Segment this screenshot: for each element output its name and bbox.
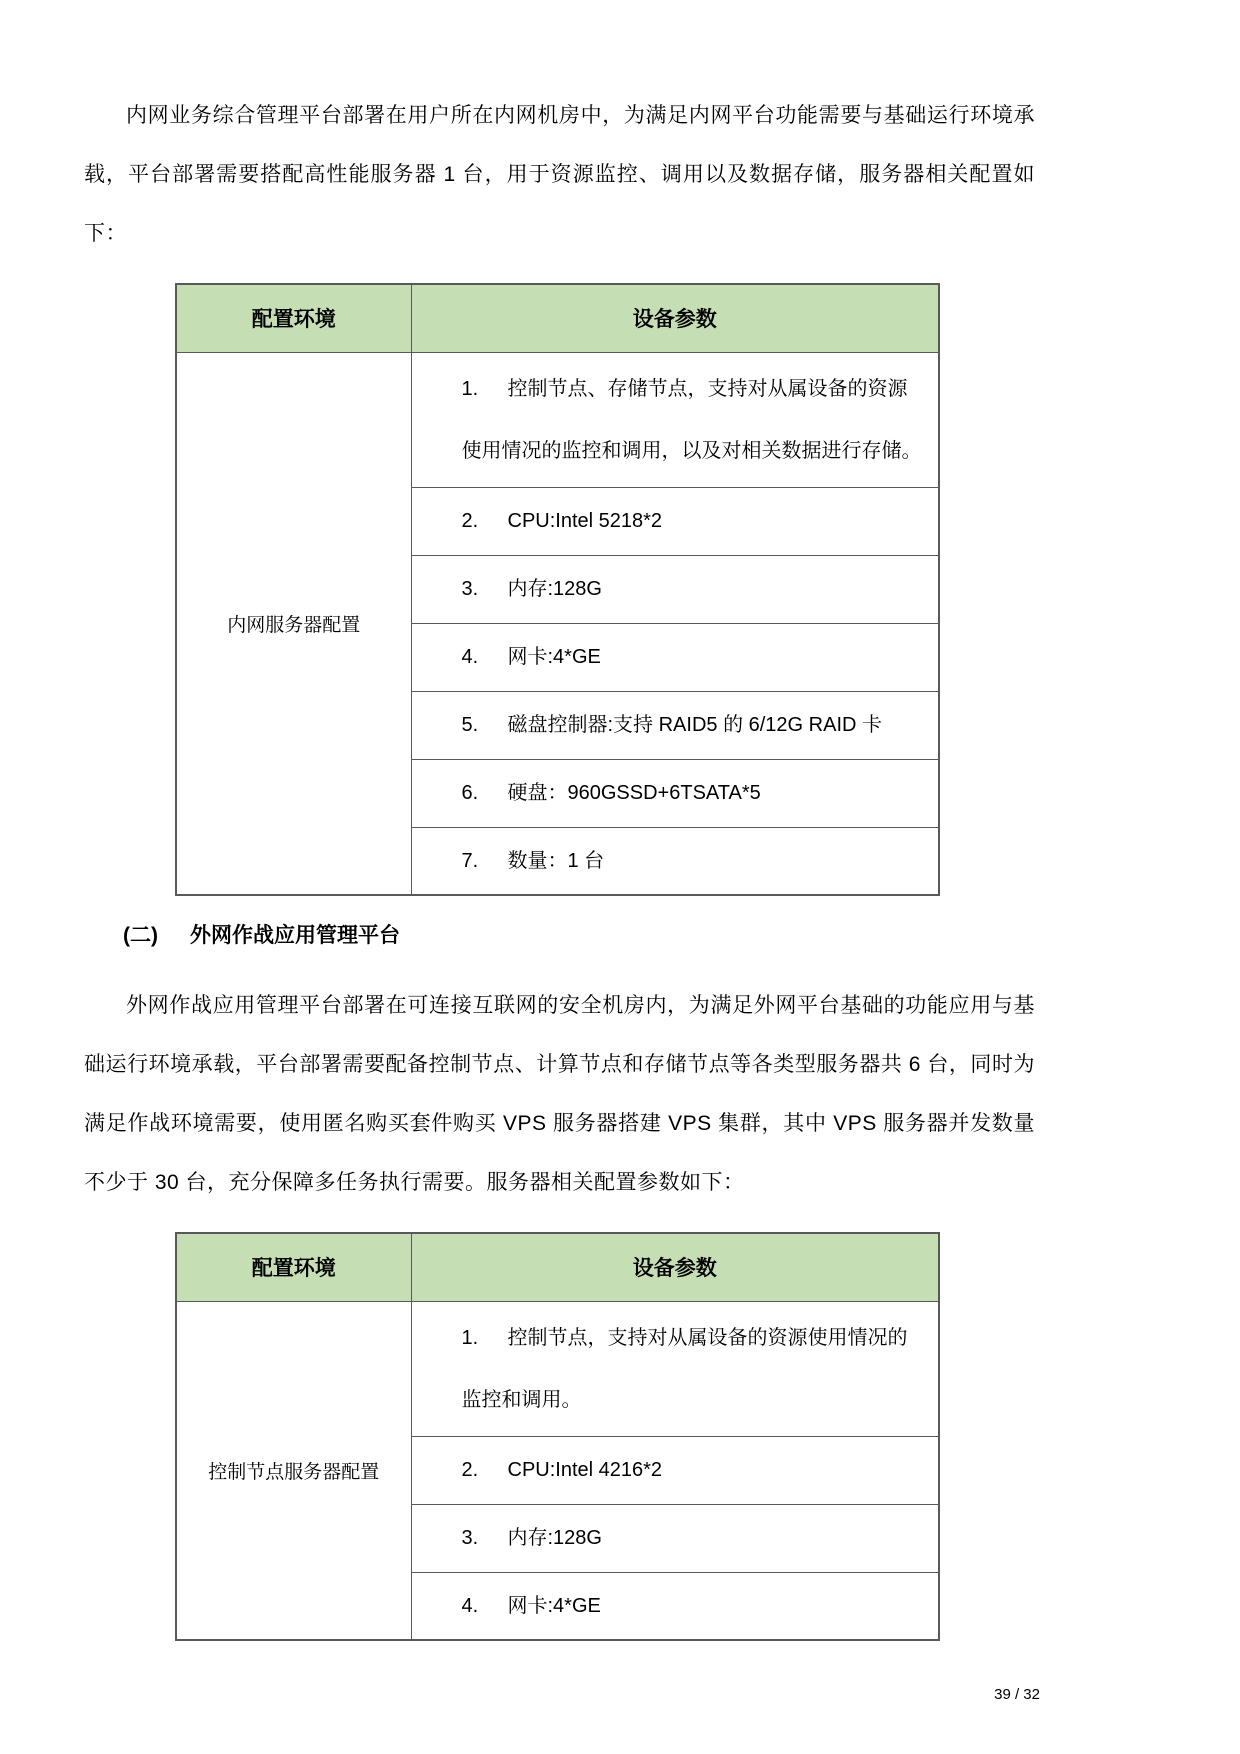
item-cell — [411, 691, 939, 759]
item-number: 1. — [461, 377, 479, 400]
item-number: 3. — [461, 578, 479, 600]
item-number: 4. — [461, 646, 479, 668]
item-cell — [411, 1572, 939, 1640]
column-header-device-params: 设备参数 — [411, 284, 939, 352]
row-label-cell: 内网服务器配置 — [176, 352, 411, 895]
item-number: 6. — [461, 782, 479, 804]
item-number: 2. — [461, 510, 479, 532]
item-number: 7. — [461, 849, 479, 872]
item-cell — [411, 827, 939, 895]
table-header-row — [176, 284, 939, 352]
item-cell — [411, 1436, 939, 1504]
item-text: 数量：1 台 — [507, 849, 605, 872]
control-node-server-config-table — [175, 1232, 940, 1641]
section-heading — [84, 922, 1035, 950]
item-text: 控制节点，支持对从属设备的资源使用情况的监控和调用。 — [461, 1326, 908, 1411]
item-text: 内存:128G — [507, 1527, 602, 1549]
page-number-footer: 39 / 32 — [994, 1686, 1040, 1703]
item-cell — [411, 555, 939, 623]
item-text: CPU:Intel 4216*2 — [507, 1459, 663, 1481]
item-number: 5. — [461, 714, 479, 736]
item-number: 3. — [461, 1527, 479, 1549]
item-number: 4. — [461, 1594, 479, 1617]
internal-server-config-table — [175, 283, 940, 896]
column-header-config-env: 配置环境 — [176, 1233, 411, 1301]
table-row — [176, 352, 939, 487]
item-number: 2. — [461, 1459, 479, 1481]
item-text: 网卡:4*GE — [507, 646, 601, 668]
section-heading-title: 外网作战应用管理平台 — [190, 924, 400, 947]
item-cell — [411, 623, 939, 691]
row-label-cell: 控制节点服务器配置 — [176, 1301, 411, 1640]
item-cell — [411, 1504, 939, 1572]
item-text: 硬盘：960GSSD+6TSATA*5 — [507, 782, 761, 804]
column-header-device-params: 设备参数 — [411, 1233, 939, 1301]
table-header-row — [176, 1233, 939, 1301]
item-text: CPU:Intel 5218*2 — [507, 510, 663, 532]
column-header-config-env: 配置环境 — [176, 284, 411, 352]
intro-paragraph: 内网业务综合管理平台部署在用户所在内网机房中，为满足内网平台功能需要与基础运行环境承载，平台部署需要搭配高性能服务器 1 台，用于资源监控、调用以及数据存储，服务器相关配置如下： — [84, 104, 1035, 245]
item-cell — [411, 759, 939, 827]
item-cell — [411, 352, 939, 487]
item-text: 内存:128G — [507, 578, 602, 600]
item-text: 磁盘控制器:支持 RAID5 的 6/12G RAID 卡 — [507, 714, 883, 736]
item-text: 控制节点、存储节点，支持对从属设备的资源使用情况的监控和调用，以及对相关数据进行存储。 — [461, 377, 922, 462]
item-cell — [411, 487, 939, 555]
table-row — [176, 1301, 939, 1436]
item-text: 网卡:4*GE — [507, 1594, 601, 1617]
item-number: 1. — [461, 1326, 479, 1349]
external-platform-paragraph: 外网作战应用管理平台部署在可连接互联网的安全机房内，为满足外网平台基础的功能应用与基础运行环境承载，平台部署需要配备控制节点、计算节点和存储节点等各类型服务器共 6 台，同时为满足作战环境需要，使用匿名购买套件购买 VPS 服务器搭建 VPS 集群，其中 VPS 服务器并发数量不少于 30 台，充分保障多任务执行需要。服务器相关配置参数如下： — [84, 994, 1035, 1194]
item-cell — [411, 1301, 939, 1436]
section-heading-number: (二) — [123, 924, 158, 947]
